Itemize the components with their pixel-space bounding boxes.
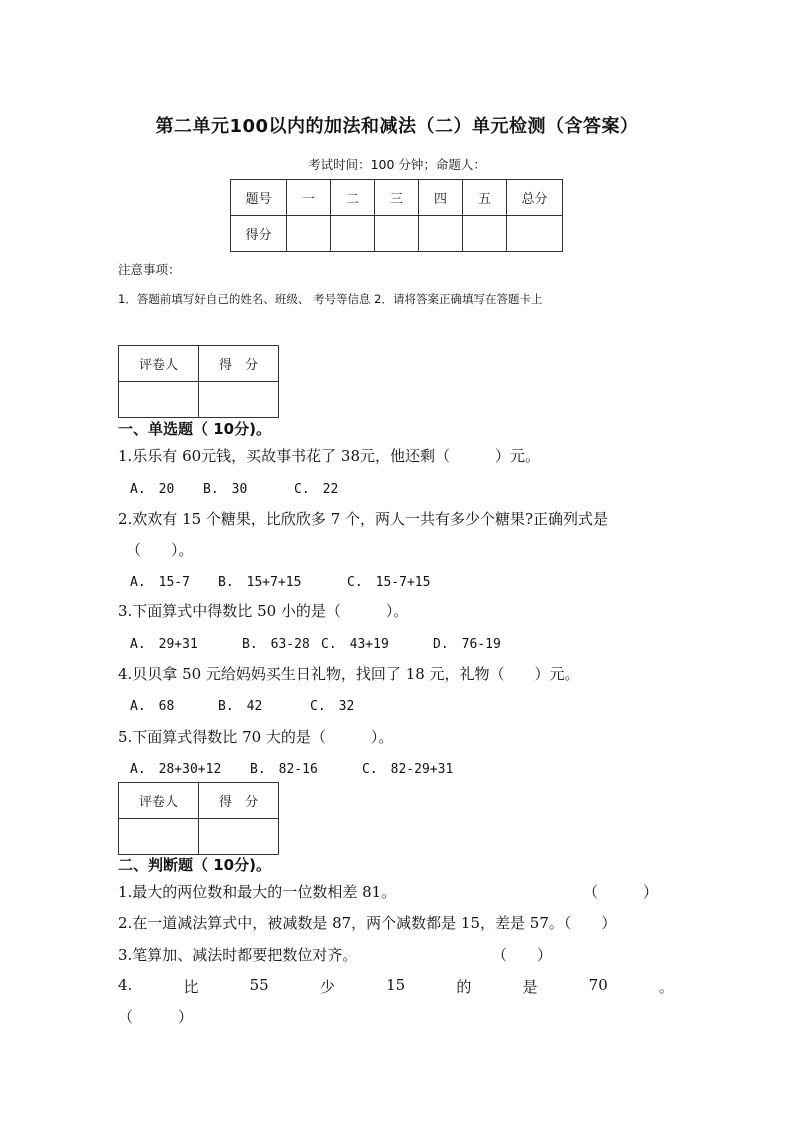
reviewer-cell[interactable] — [119, 382, 199, 418]
option: A. 29+31 — [130, 637, 198, 652]
score-cell[interactable] — [331, 216, 375, 252]
score-table — [230, 179, 563, 252]
question-4: 4.贝贝拿 50 元给妈妈买生日礼物，找回了 18 元，礼物（ ）元。 — [118, 665, 580, 683]
score-cell[interactable] — [507, 216, 563, 252]
score-cell[interactable] — [463, 216, 507, 252]
word: 比 — [183, 978, 199, 996]
reviewer-cell[interactable] — [119, 819, 199, 855]
header-cell: 题号 — [231, 180, 287, 216]
word: 少 — [319, 978, 335, 996]
score-cell[interactable] — [287, 216, 331, 252]
word: 4. — [118, 976, 133, 994]
section-1-heading: 一、单选题（ 10分)。 — [118, 420, 271, 438]
word: 55 — [249, 976, 269, 994]
answer-blank[interactable]: （ ） — [583, 883, 659, 901]
word: 的 — [456, 978, 472, 996]
score-label: 得 分 — [199, 346, 279, 382]
section-2-heading: 二、判断题（ 10分)。 — [118, 856, 271, 874]
judge-question-2: 2.在一道减法算式中，被减数是 87，两个减数都是 15，差是 57。（ ） — [118, 914, 617, 932]
score-cell[interactable] — [199, 382, 279, 418]
word: 是 — [522, 978, 538, 996]
option: C. 15-7+15 — [347, 575, 431, 590]
question-5: 5.下面算式得数比 70 大的是（ ）。 — [118, 728, 394, 746]
score-cell[interactable] — [199, 819, 279, 855]
reviewer-label: 评卷人 — [119, 783, 199, 819]
option: B. 63-28 — [242, 637, 310, 652]
option: B. 82-16 — [250, 762, 318, 777]
answer-blank[interactable]: （ ） — [492, 946, 553, 964]
exam-info: 考试时间：100 分钟；命题人： — [308, 157, 486, 172]
question-1: 1.乐乐有 60元钱，买故事书花了 38元，他还剩（ ）元。 — [118, 447, 541, 465]
header-cell: 五 — [463, 180, 507, 216]
word: 15 — [386, 976, 406, 994]
question-2: 2.欢欢有 15 个糖果，比欣欣多 7 个，两人一共有多少个糖果?正确列式是 — [118, 510, 609, 528]
header-cell: 二 — [331, 180, 375, 216]
option: A. 20 — [130, 482, 175, 497]
judge-question-4 — [118, 976, 674, 997]
option: D. 76-19 — [433, 637, 501, 652]
score-table-header-row — [231, 180, 563, 216]
reviewer-label: 评卷人 — [119, 346, 199, 382]
word: 。 — [658, 978, 674, 996]
grader-table-1 — [118, 345, 279, 418]
score-cell[interactable] — [419, 216, 463, 252]
score-cell[interactable] — [375, 216, 419, 252]
header-cell: 三 — [375, 180, 419, 216]
notes-text: 1．答题前填写好自己的姓名、班级、 考号等信息 2．请将答案正确填写在答题卡上 — [118, 292, 543, 306]
option: C. 32 — [310, 699, 355, 714]
header-cell: 一 — [287, 180, 331, 216]
answer-blank[interactable]: （ ） — [118, 1008, 194, 1026]
judge-question-1: 1.最大的两位数和最大的一位数相差 81。 — [118, 883, 397, 901]
option: B. 42 — [218, 699, 263, 714]
option: B. 15+7+15 — [218, 575, 302, 590]
page-title: 第二单元100以内的加法和减法（二）单元检测（含答案） — [155, 116, 639, 137]
option: C. 82-29+31 — [362, 762, 454, 777]
judge-question-3: 3.笔算加、减法时都要把数位对齐。 — [118, 946, 358, 964]
score-table-score-row — [231, 216, 563, 252]
option: A. 15-7 — [130, 575, 190, 590]
option: A. 28+30+12 — [130, 762, 222, 777]
header-cell: 总分 — [507, 180, 563, 216]
word: 70 — [588, 976, 608, 994]
header-cell: 四 — [419, 180, 463, 216]
option: A. 68 — [130, 699, 175, 714]
notes-heading: 注意事项： — [118, 262, 181, 277]
row-label: 得分 — [231, 216, 287, 252]
score-label: 得 分 — [199, 783, 279, 819]
grader-table-2 — [118, 782, 279, 855]
option: B. 30 — [203, 482, 248, 497]
question-2-blank: （ ）。 — [126, 541, 194, 559]
option: C. 22 — [294, 482, 339, 497]
option: C. 43+19 — [321, 637, 389, 652]
question-3: 3.下面算式中得数比 50 小的是（ ）。 — [118, 602, 409, 620]
